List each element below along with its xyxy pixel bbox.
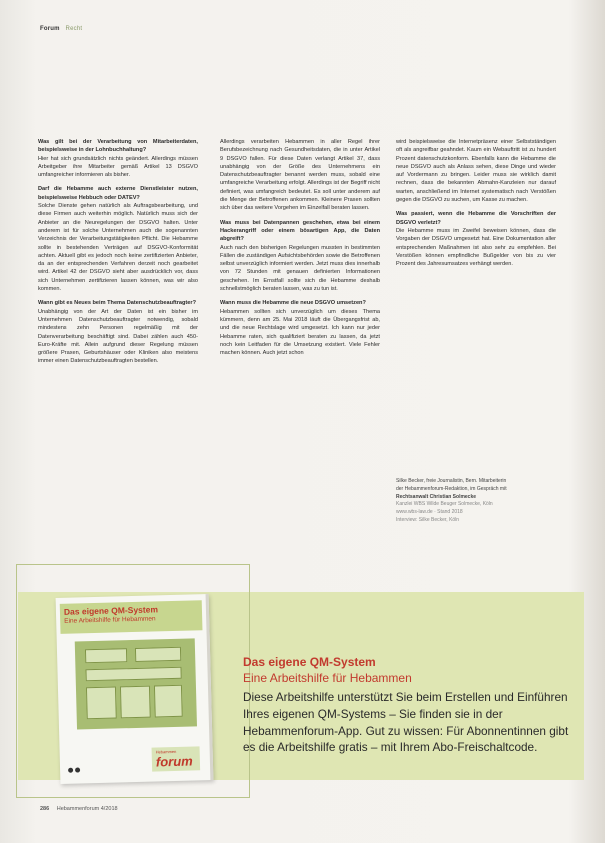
question-heading: Wann muss die Hebamme die neue DSGVO umsetzen? xyxy=(220,300,366,307)
body-paragraph: Hier hat sich grundsätzlich nichts geändert. Allerdings müssen Arbeitgeber ihre Mitarbeiter gemäß Artikel 13 DSGVO umfangreicher informieren als bisher. xyxy=(38,155,198,179)
page-footer xyxy=(40,806,118,812)
author-line: der Hebammenforum-Redaktion, im Gespräch mit xyxy=(396,485,507,492)
header-brand: Forum xyxy=(40,26,60,32)
text-column-3 xyxy=(396,138,556,270)
page-header xyxy=(40,26,82,32)
publication-name: Hebammenforum 4/2018 xyxy=(56,806,118,812)
question-heading: Was gilt bei der Verarbeitung von Mitarbeiterdaten, beispielsweise in der Lohnbuchhaltung? xyxy=(38,139,198,154)
logo-small-text: Hebammen xyxy=(155,748,177,755)
question-heading: Wann gibt es Neues beim Thema Datenschutzbeauftragter? xyxy=(38,300,196,307)
body-paragraph: Unabhängig von der Art der Daten ist ein bisher im Unternehmen Datenschutzbeauftragter notwendig, sobald mindestens zehn Personen regelmäßig mit der Datenverarbeitung beschäftigt sind. Dabei zählen auch 450-Euro-Kräfte mit. Allein aufgrund dieser Regelung müssen größere Praxen, Geburtshäuser oder Kliniken also meistens immer einen Datenschutzbeauftragten bestellen. xyxy=(38,308,198,365)
promo-title: Das eigene QM-System xyxy=(243,655,376,669)
body-paragraph: wird beispielsweise die Internetpräsenz einer Selbstständigen oft als angreifbar geahndet. Kaum ein Webauftritt ist zu hundert Prozent datenschutzkonform. Ebenfalls kann die Hebamme die neue DSGVO auch als Anlass sehen, diese Dinge und wieder auf Vordermann zu bringen. Leider muss sie wirklich damit rechnen, dass die bekannten Abmahn-Kanzleien nur darauf warten, anschließend im Internet systematisch nach Verstößen gegen die DSGVO zu suchen, um Kasse zu machen. xyxy=(396,139,556,204)
body-paragraph: Die Hebamme muss im Zweifel beweisen können, dass die Vorgaben der DSGVO umgesetzt hat. Eine Dokumentation aller entsprechenden Maßnahmen ist also sehr zu empfehlen. Bei Verstößen können empfindliche Bußgelder von bis zu vier Prozent des Jahresumsatzes verhängt werden. xyxy=(396,227,556,268)
book-cover-image xyxy=(56,594,214,784)
author-line: Interview: Silke Becker, Köln xyxy=(396,516,460,523)
promo-text: Diese Arbeitshilfe unterstützt Sie beim Erstellen und Einführen Ihres eigenen QM-Systems – Sie finden sie in der Hebammenforum-App. Gut zu wissen: Für Abonnentinnen gibt es die Arbeitshilfe gratis – mit Ihrem Abo-Freischaltcode. xyxy=(243,690,569,755)
question-heading: Was muss bei Datenpannen geschehen, etwa bei einem Hackerangriff oder einem bösartigen App, die Daten abgreift? xyxy=(220,219,380,243)
book-cover-title: Das eigene QM-System xyxy=(63,604,159,617)
promo-subtitle: Eine Arbeitshilfe für Hebammen xyxy=(243,671,412,685)
question-heading: Was passiert, wenn die Hebamme die Vorschriften der DSGVO verletzt? xyxy=(396,211,556,226)
text-column-2 xyxy=(220,138,380,359)
hebammenforum-logo xyxy=(152,746,201,771)
author-line: www.wbs-law.de · Stand 2018 xyxy=(396,509,463,516)
question-heading: Darf die Hebamme auch externe Dienstleister nutzen, beispielsweise Hebbuch oder DATEV? xyxy=(38,186,198,201)
book-cover-subtitle: Eine Arbeitshilfe für Hebammen xyxy=(64,615,156,625)
author-line: Kanzlei WBS Wilde Beuger Solmecke, Köln xyxy=(396,501,493,508)
body-paragraph: Allerdings verarbeiten Hebammen in aller Regel ihrer Berufsbezeichnung nach Gesundheitsdaten, die in unter Artikel 9 DSGVO fallen. Für diese Daten verlangt Artikel 37, dass unabhängig von der Größe des Unternehmens ein Datenschutzbeauftragter benannt werden muss, sobald eine umfangreiche Verarbeitung erfolgt. Allerdings ist der Begriff nicht definiert, was umfangreich bedeutet. Es soll unter anderem auf die Menge der Betroffenen ankommen. Kleinere Praxen sollten sich über das weitere Vorgehen im Einzelfall beraten lassen. xyxy=(220,139,380,212)
header-section: Recht xyxy=(65,26,83,32)
page-number: 286 xyxy=(40,806,50,812)
body-paragraph: Auch nach den bisherigen Regelungen mussten in bestimmten Fällen die zuständigen Aufsichtsbehörden sowie die Betroffenen selbst unverzüglich informiert werden. Jetzt muss dies innerhalb von 72 Stunden mit genauen definierten Informationen geschehen. Im Ernstfall sollte sich die Hebamme deshalb schnellstmöglich beraten lassen, was zu tun ist. xyxy=(220,244,380,293)
body-paragraph: Hebammen sollten sich unverzüglich um dieses Thema kümmern, denn am 25. Mai 2018 läuft die Übergangsfrist ab, und die neue Rechtslage wird umgesetzt. Ich kann nur jeder Hebamme raten, sich qualifiziert beraten zu lassen, da jetzt noch kein Leitfaden für die Umsetzung existiert. Viele Fehler machen können. Auch jetzt schon xyxy=(220,308,380,357)
book-publisher-logos xyxy=(68,759,90,772)
author-line: Rechtsanwalt Christian Solmecke xyxy=(396,493,477,500)
author-line: Silke Becker, freie Journalistin, Bern. Mitarbeiterin xyxy=(396,478,507,484)
book-cover-diagram xyxy=(75,638,197,729)
logo-text: forum xyxy=(155,753,193,770)
body-paragraph: Solche Dienste gehen natürlich als Auftragsbearbeitung, und diese Firmen auch weiterhin möglich. Natürlich muss sich der Anbieter an die Neuregelungen der DSGVO halten. Unter anderem ist für solche Unternehmen auch die sogenannten Verzeichnis der Verarbeitungstätigkeiten Pflicht. Die Hebamme sollte in bestehenden Verträgen auf DSGVO-Konformität achten. Aktuell gibt es jedoch noch keine zertifizierten Anbieter, da an der entsprechenden Verfahren derzeit noch gearbeitet wird. Artikel 42 der DSGVO sieht aber ausdrücklich vor, dass sich Unternehmen zertifizieren lassen können, was wir also kommen. xyxy=(38,203,198,293)
author-credit xyxy=(396,478,566,525)
text-column-1 xyxy=(38,138,198,368)
